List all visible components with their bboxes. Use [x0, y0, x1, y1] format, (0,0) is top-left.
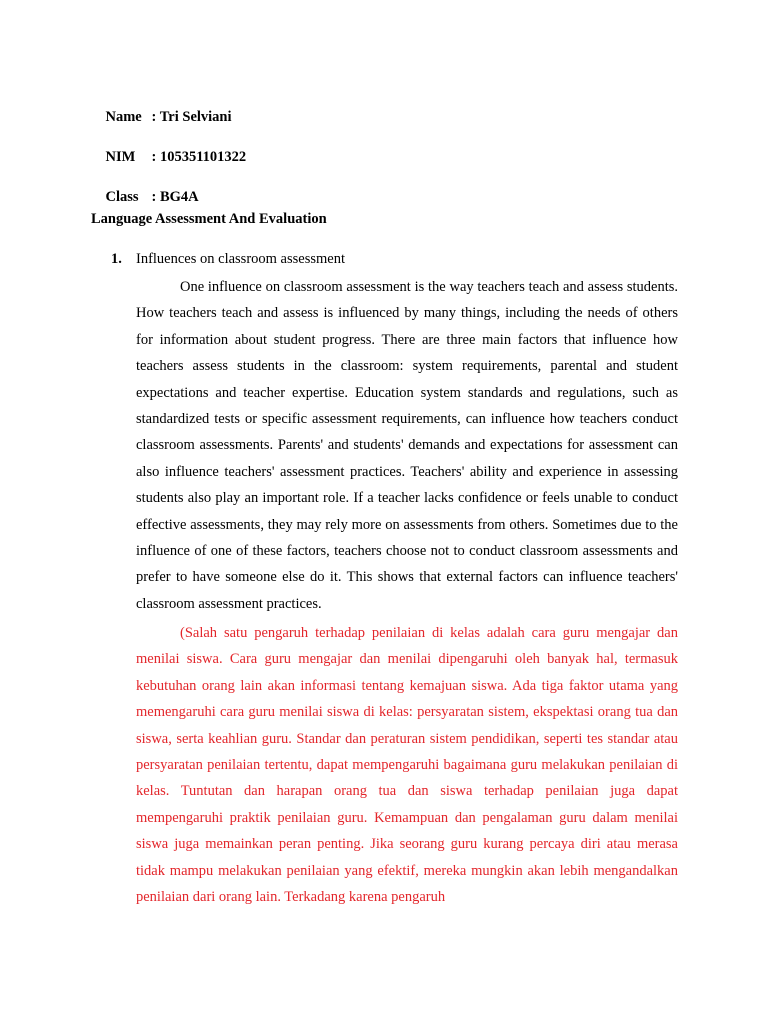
section-number: 1.: [111, 251, 122, 267]
english-paragraph: One influence on classroom assessment is the way teachers teach and assess students. How teachers teach and assess is influenced by many things, including the needs of others for information about student progress. There are three main factors that influence how teachers assess students in the classroom: system requirements, parental and student expectations and teacher expertise. Education system standards and regulations, such as standardized tests or specific assessment requirements, can influence how teachers conduct classroom assessments. Parents' and students' demands and expectations for assessment can also influence teachers' assessment practices. Teachers' ability and experience in assessing students also play an important role. If a teacher lacks confidence or feels unable to conduct effective assessments, they may rely more on assessments from others. Sometimes due to the influence of one of these factors, teachers choose not to conduct classroom assessments and prefer to have someone else do it. This shows that external factors can influence teachers' classroom assessment practices.: [136, 279, 678, 612]
class-label: Class: [105, 189, 139, 205]
nim-value: : 105351101322: [151, 149, 247, 165]
indonesian-translation-paragraph: (Salah satu pengaruh terhadap penilaian di kelas adalah cara guru mengajar dan menilai siswa. Cara guru mengajar dan menilai dipengaruhi oleh banyak hal, termasuk kebutuhan orang lain akan informasi tentang kemajuan siswa. Ada tiga faktor utama yang memengaruhi cara guru menilai siswa di kelas: persyaratan sistem, ekspektasi orang tua dan siswa, serta keahlian guru. Standar dan peraturan sistem pendidikan, seperti tes standar atau persyaratan penilaian tertentu, dapat mempengaruhi bagaimana guru melakukan penilaian di kelas. Tuntutan dan harapan orang tua dan siswa terhadap penilaian juga dapat mempengaruhi praktik penilaian guru. Kemampuan dan pengalaman guru dalam menilai siswa juga memainkan peran penting. Jika seorang guru kurang percaya diri atau merasa tidak mampu melakukan penilaian yang efektif, mereka mungkin akan lebih mengandalkan penilaian dari orang lain. Terkadang karena pengaruh: [136, 625, 678, 906]
nim-label: NIM: [105, 149, 136, 165]
document-title: Language Assessment And Evaluation: [91, 211, 327, 227]
class-value: : BG4A: [151, 189, 199, 205]
name-value: : Tri Selviani: [151, 109, 232, 125]
name-label: Name: [105, 109, 142, 125]
section-heading: [111, 251, 345, 268]
section-heading-text: Influences on classroom assessment: [136, 251, 345, 267]
